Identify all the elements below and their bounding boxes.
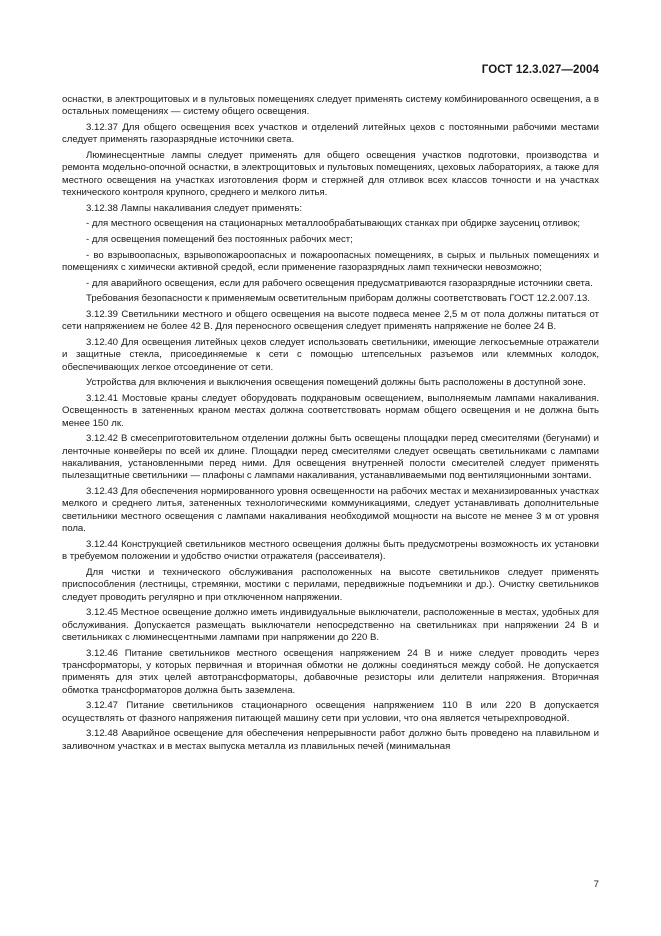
body-text	[62, 94, 599, 756]
paragraph: Для чистки и технического обслуживания расположенных на высоте светильников следует применять приспособления (лестницы, стремянки, мостики с перилами, передвижные подъемники и др.). Очистку светильников следует проводить регулярно и при отключенном напряжении.	[62, 566, 599, 603]
paragraph: 3.12.43 Для обеспечения нормированного уровня освещенности на рабочих местах и механизированных участках мелкого и среднего литья, затененных технологическими коммуникациями, следует устанавливать дополнительные светильники местного освещения с лампами накаливания необходимой мощности на высоте не менее 3 м от уровня пола.	[62, 486, 599, 535]
paragraph: 3.12.40 Для освещения литейных цехов следует использовать светильники, имеющие легкосъемные отражатели и защитные стекла, присоединяемые к сети с помощью штепсельных разъемов или клеммных колодок, обеспечивающих легкое отсоединение от сети.	[62, 336, 599, 373]
paragraph: 3.12.39 Светильники местного и общего освещения на высоте подвеса менее 2,5 м от пола должны питаться от сети напряжением не более 42 В. Для переносного освещения следует применять напряжение не более 24 В.	[62, 308, 599, 333]
list-item: - во взрывоопасных, взрывопожароопасных и пожароопасных помещениях, в сырых и пыльных помещениях и помещениях с химически активной средой, если применение газоразрядных ламп технически невозможно;	[62, 249, 599, 273]
standard-header: ГОСТ 12.3.027—2004	[481, 64, 599, 76]
paragraph: 3.12.48 Аварийное освещение для обеспечения непрерывности работ должно быть проведено на плавильном и заливочном участках и в местах выпуска металла из плавильных печей (минимальная	[62, 728, 599, 752]
paragraph: 3.12.46 Питание светильников местного освещения напряжением 24 В и ниже следует проводить через трансформаторы, у которых первичная и вторичная обмотки не должны соединяться между собой. Не допускается применять для этих целей автотрансформаторы, добавочные резисторы или делители напряжения. Вторичная обмотка трансформаторов должна быть заземлена.	[62, 647, 599, 696]
paragraph: 3.12.44 Конструкцией светильников местного освещения должны быть предусмотрены возможность их установки в требуемом положении и удобство очистки отражателя (рассеивателя).	[62, 538, 599, 563]
paragraph: оснастки, в электрощитовых и в пультовых помещениях следует применять систему комбинированного освещения, а в остальных помещениях — систему общего освещения.	[62, 94, 599, 118]
list-item: - для освещения помещений без постоянных рабочих мест;	[86, 234, 353, 245]
paragraph: 3.12.37 Для общего освещения всех участков и отделений литейных цехов с постоянными рабочими местами следует применять газоразрядные источники света.	[62, 122, 599, 146]
page-number: 7	[593, 879, 599, 890]
paragraph: 3.12.38 Лампы накаливания следует применять:	[86, 202, 303, 214]
paragraph: Люминесцентные лампы следует применять для общего освещения участков подготовки, производства и ремонта модельно-опочной оснастки, в электрощитовых и пультовых помещениях, цеховых лабораториях, а также для местного освещения на участках изготовления форм и стержней для отливок всех классов точности и на участках технического контроля крупного, среднего и мелкого литья.	[62, 150, 599, 199]
paragraph: 3.12.42 В смесеприготовительном отделении должны быть освещены площадки перед смесителями (бегунами) и ленточные конвейеры по всей их длине. Площадки перед смесителями следует освещать светильниками с лампами накаливания, установленными перед ними. Для освещения внутренней полости смесителей следует применять пылезащитные светильники — плафоны с лампами накаливания, устанавливаемыми под вентиляционными зонтами.	[62, 433, 599, 482]
paragraph: Требования безопасности к применяемым осветительным приборам должны соответствовать ГОСТ 12.2.007.13.	[86, 293, 590, 305]
list-item: - для аварийного освещения, если для рабочего освещения предусматриваются газоразрядные источники света.	[86, 277, 593, 289]
paragraph: 3.12.45 Местное освещение должно иметь индивидуальные выключатели, расположенные в местах, удобных для обслуживания. Допускается размещать выключатели непосредственно на светильниках при напряжении 24 В и светильниках с люминесцентными лампами при напряжении до 220 В.	[62, 607, 599, 644]
paragraph: 3.12.41 Мостовые краны следует оборудовать подкрановым освещением, выполняемым лампами накаливания. Освещенность в затененных краном местах должна соответствовать нормам общего освещения и не должна быть менее 150 лк.	[62, 392, 599, 429]
paragraph: Устройства для включения и выключения освещения помещений должны быть расположены в доступной зоне.	[86, 377, 586, 389]
list-item: - для местного освещения на стационарных металлообрабатывающих станках при обдирке заусениц отливок;	[86, 218, 581, 230]
paragraph: 3.12.47 Питание светильников стационарного освещения напряжением 110 В или 220 В допускается осуществлять от фазного напряжения питающей машину сети при условии, что она является четырехпроводной.	[62, 700, 599, 724]
